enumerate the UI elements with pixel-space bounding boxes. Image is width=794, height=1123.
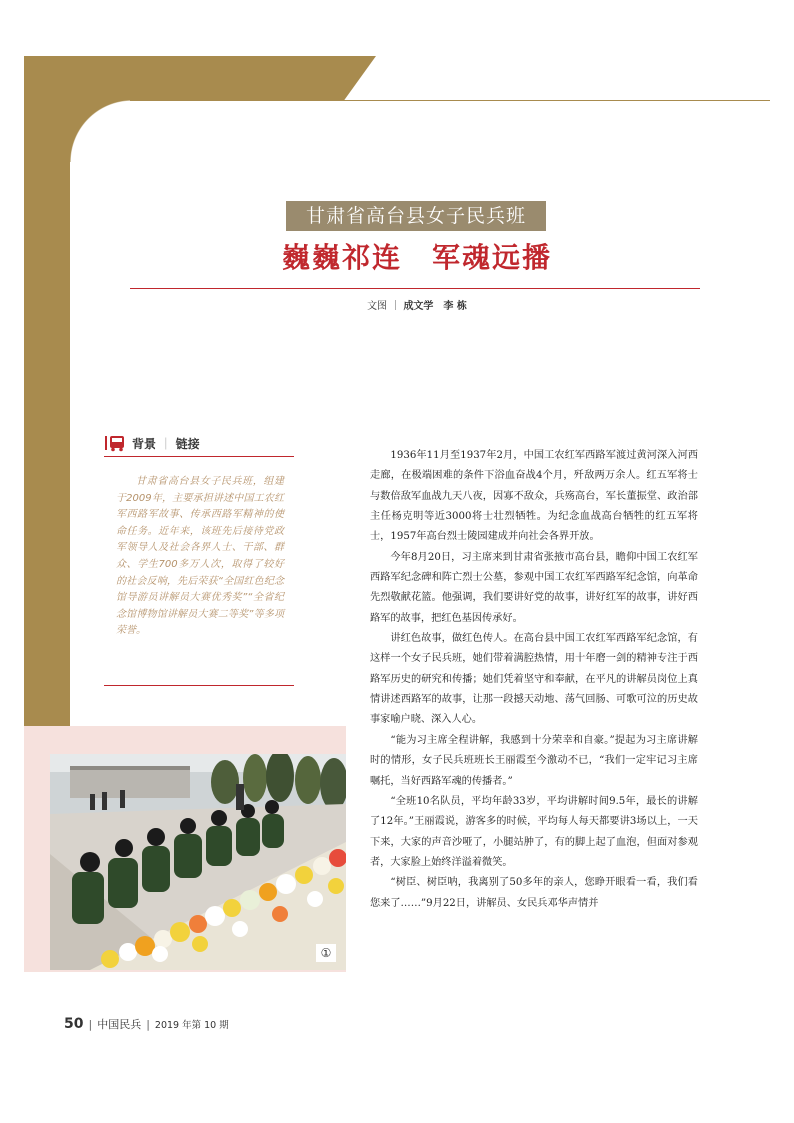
sidebar-header: [104, 432, 294, 454]
footer-separator-2: |: [146, 1018, 150, 1031]
sidebar-title-b: 链接: [175, 436, 200, 451]
decorative-band-curve: [70, 100, 132, 162]
sidebar-title: [132, 435, 200, 452]
footer-separator: |: [88, 1018, 93, 1031]
byline: [300, 297, 534, 312]
page-number: 50: [64, 1016, 84, 1032]
paragraph-4: “能为习主席全程讲解，我感到十分荣幸和自豪。”提起为习主席讲解时的情形，女子民兵班班长王丽霞至今激动不已，“我们一定牢记习主席嘱托，当好西路军魂的传播者。”: [370, 734, 698, 787]
sidebar-title-a: 背景: [132, 436, 157, 451]
issue-info: 2019 年第 10 期: [154, 1020, 229, 1031]
sidebar-text: 甘肃省高台县女子民兵班，组建于2009年，主要承担讲述中国工农红军西路军故事、传承西路军精神的使命任务。近年来，该班先后接待党政军领导人及社会各界人士、干部、群众、学生700多万人次，取得了较好的社会反响，先后荣获“全国红色纪念馆导游员讲解员大赛优秀奖”“全省纪念馆博物馆讲解员大赛二等奖”等多项荣誉。: [116, 476, 284, 637]
decorative-band-left: [24, 56, 70, 744]
paragraph-1: 1936年11月至1937年2月，中国工农红军西路军渡过黄河深入河西走廊，在极端困难的条件下浴血奋战4个月，歼敌两万余人。红五军将士与数倍敌军血战九天八夜，因寡不敌众，兵殇高台，军长董振堂、政治部主任杨克明等近3000将士壮烈牺牲。为纪念血战高台牺牲的红五军将士，1957年高台烈士陵园建成并向社会各界开放。: [370, 450, 698, 543]
sidebar-rule-bottom: [104, 685, 294, 686]
paragraph-2: 今年8月20日，习主席来到甘肃省张掖市高台县，瞻仰中国工农红军西路军纪念碑和阵亡烈士公墓，参观中国工农红军西路军纪念馆，向革命先烈敬献花篮。他强调，我们要讲好党的故事，讲好红军的故事，讲好西路军的故事，把红色基因传承好。: [370, 551, 698, 624]
article-photo: [50, 754, 346, 970]
paragraph-6: “树臣、树臣呐，我离别了50多年的亲人，您睁开眼看一看，我们看您来了……”9月22日，讲解员、女民兵邓华声情并: [370, 877, 698, 909]
magazine-name: 中国民兵: [97, 1018, 142, 1031]
byline-separator: ｜: [390, 301, 401, 312]
title-divider: [130, 288, 700, 289]
header-rule: [130, 100, 770, 101]
byline-authors: 成文学 李 栋: [403, 301, 467, 312]
page-footer: [64, 1016, 229, 1032]
article-title: 巍巍祁连 军魂远播: [281, 241, 552, 274]
bus-icon: [104, 434, 126, 452]
paragraph-5: “全班10名队员，平均年龄33岁，平均讲解时间9.5年，最长的讲解了12年。”王丽霞说，游客多的时候，平均每人每天都要讲3场以上，一天下来，大家的声音沙哑了，小腿站肿了，有的脚上起了血泡，但面对参观者，大家脸上始终洋溢着微笑。: [370, 795, 698, 868]
article-subtitle: 甘肃省高台县女子民兵班: [286, 201, 546, 231]
article-body: [370, 446, 698, 914]
paragraph-3: 讲红色故事，做红色传人。在高台县中国工农红军西路军纪念馆，有这样一个女子民兵班，她们带着满腔热情，用十年磨一剑的精神专注于西路军历史的研究和传播；她们凭着坚守和奉献，在平凡的讲解员岗位上真情讲述西路军的故事，让那一段撼天动地、荡气回肠、可歌可泣的历史故事家喻户晓、深入人心。: [370, 633, 698, 726]
photo-number-badge: ①: [316, 944, 336, 962]
byline-label: 文图: [367, 301, 388, 312]
sidebar-rule-top: [104, 456, 294, 457]
sidebar-title-separator: ｜: [156, 436, 176, 451]
decorative-band-top: [24, 56, 376, 100]
photo-illustration: [50, 754, 346, 970]
